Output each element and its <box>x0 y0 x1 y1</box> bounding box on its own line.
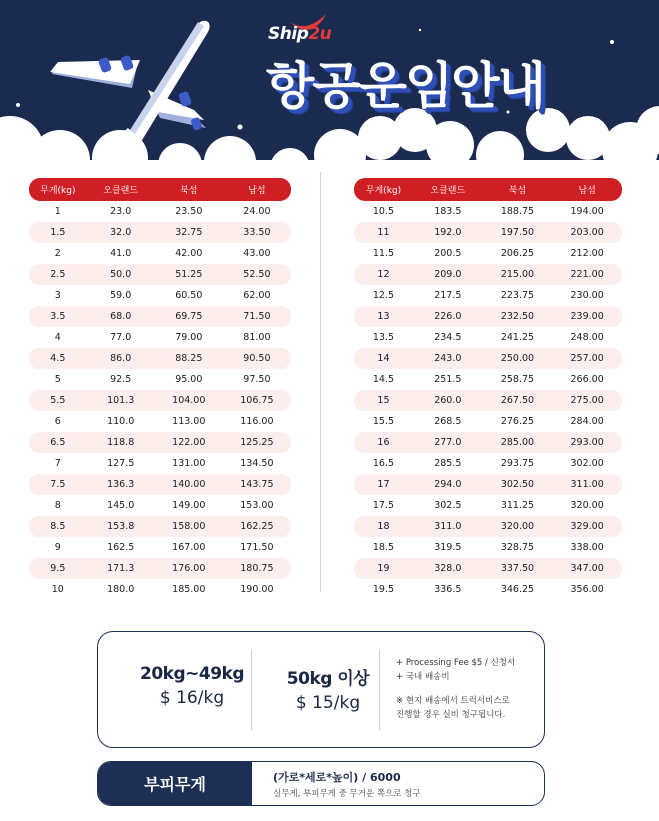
cell-south-island: 171.50 <box>240 542 274 553</box>
table-row <box>354 516 622 537</box>
column-header-north-island: 북섬 <box>508 186 527 196</box>
cell-south-island: 275.00 <box>570 395 604 406</box>
cell-north-island: 267.50 <box>500 395 535 406</box>
table-row <box>29 348 291 369</box>
table-row <box>29 453 291 474</box>
cell-weight: 7 <box>54 458 61 469</box>
volumetric-formula: (가로*세로*높이) / 6000 <box>273 771 401 784</box>
cell-south-island: 90.50 <box>243 353 271 364</box>
note-domestic-shipping: + 국내 배송비 <box>396 672 450 682</box>
cell-auckland: 162.5 <box>107 542 135 553</box>
table-row <box>29 558 291 579</box>
cell-weight: 8 <box>54 500 61 511</box>
cell-weight: 9.5 <box>50 563 66 574</box>
cell-north-island: 223.75 <box>500 290 535 301</box>
table-row <box>354 243 622 264</box>
table-row <box>354 264 622 285</box>
cell-north-island: 140.00 <box>172 479 206 490</box>
cell-north-island: 104.00 <box>172 395 206 406</box>
cell-auckland: 136.3 <box>107 479 135 490</box>
cell-weight: 4 <box>54 332 61 343</box>
cell-south-island: 81.00 <box>243 332 271 343</box>
cell-north-island: 215.00 <box>500 269 535 280</box>
cell-south-island: 311.00 <box>570 479 604 490</box>
cell-south-island: 347.00 <box>570 563 604 574</box>
cell-weight: 15 <box>377 395 390 406</box>
cell-weight: 5.5 <box>50 395 66 406</box>
pricing-tier-20-49 <box>124 664 260 708</box>
cell-auckland: 311.0 <box>434 521 462 532</box>
cell-north-island: 346.25 <box>500 584 535 595</box>
cell-north-island: 302.50 <box>500 479 535 490</box>
pricing-notes <box>396 656 515 722</box>
cell-north-island: 149.00 <box>172 500 206 511</box>
cell-north-island: 206.25 <box>500 248 535 259</box>
bulk-pricing-box <box>97 631 545 748</box>
cell-north-island: 241.25 <box>500 332 535 343</box>
cell-north-island: 320.00 <box>500 521 535 532</box>
cell-auckland: 328.0 <box>434 563 462 574</box>
cell-auckland: 153.8 <box>107 521 135 532</box>
cell-south-island: 33.50 <box>243 227 271 238</box>
cell-weight: 5 <box>54 374 61 385</box>
table-row <box>29 537 291 558</box>
cell-south-island: 125.25 <box>240 437 274 448</box>
cell-north-island: 293.75 <box>500 458 535 469</box>
cell-north-island: 60.50 <box>175 290 203 301</box>
cell-auckland: 59.0 <box>110 290 132 301</box>
cell-auckland: 171.3 <box>107 563 135 574</box>
cell-auckland: 183.5 <box>434 206 462 217</box>
table-row <box>354 453 622 474</box>
cell-weight: 17 <box>377 479 390 490</box>
cell-south-island: 266.00 <box>570 374 604 385</box>
cell-weight: 19 <box>377 563 390 574</box>
table-row <box>354 348 622 369</box>
cell-south-island: 71.50 <box>243 311 271 322</box>
cell-weight: 18.5 <box>372 542 395 553</box>
cell-auckland: 251.5 <box>434 374 462 385</box>
cell-weight: 2.5 <box>50 269 66 280</box>
cell-auckland: 319.5 <box>434 542 462 553</box>
cell-auckland: 110.0 <box>107 416 135 427</box>
cell-south-island: 329.00 <box>570 521 604 532</box>
column-header-auckland: 오클랜드 <box>430 186 466 196</box>
cell-auckland: 23.0 <box>110 206 132 217</box>
table-row <box>29 579 291 600</box>
cell-auckland: 302.5 <box>434 500 462 511</box>
cell-weight: 16 <box>377 437 390 448</box>
cell-auckland: 50.0 <box>110 269 132 280</box>
cell-south-island: 97.50 <box>243 374 271 385</box>
cell-weight: 9 <box>54 542 61 553</box>
cell-south-island: 221.00 <box>570 269 604 280</box>
cell-weight: 13 <box>377 311 390 322</box>
column-divider <box>320 172 321 592</box>
cell-weight: 17.5 <box>372 500 395 511</box>
cell-north-island: 122.00 <box>172 437 206 448</box>
cell-weight: 13.5 <box>372 332 395 343</box>
cell-weight: 19.5 <box>372 584 395 595</box>
hero-banner <box>0 0 659 170</box>
table-row <box>354 432 622 453</box>
cell-auckland: 260.0 <box>434 395 462 406</box>
table-body <box>29 201 291 600</box>
cell-north-island: 311.25 <box>500 500 535 511</box>
column-header-north-island: 북섬 <box>180 186 198 196</box>
cell-north-island: 158.00 <box>172 521 206 532</box>
note-truck-service: ※ 현지 배송에서 트럭서비스로 <box>396 696 510 706</box>
cell-north-island: 113.00 <box>172 416 206 427</box>
volumetric-label: 부피무게 <box>98 762 252 805</box>
cell-south-island: 194.00 <box>570 206 604 217</box>
cell-auckland: 86.0 <box>110 353 132 364</box>
cell-north-island: 51.25 <box>175 269 203 280</box>
cell-auckland: 294.0 <box>434 479 462 490</box>
cell-auckland: 268.5 <box>434 416 462 427</box>
cell-auckland: 41.0 <box>110 248 132 259</box>
cell-weight: 10 <box>51 584 64 595</box>
cell-north-island: 232.50 <box>500 311 535 322</box>
cell-weight: 6.5 <box>50 437 66 448</box>
rate-table-left <box>29 178 291 600</box>
column-header-south-island: 남섬 <box>248 186 266 196</box>
cell-north-island: 337.50 <box>500 563 535 574</box>
cell-north-island: 69.75 <box>175 311 203 322</box>
cell-weight: 12.5 <box>372 290 395 301</box>
cell-auckland: 277.0 <box>434 437 462 448</box>
table-row <box>354 306 622 327</box>
cell-north-island: 23.50 <box>175 206 203 217</box>
cell-auckland: 209.0 <box>434 269 462 280</box>
cell-weight: 3.5 <box>50 311 66 322</box>
brand-logo: Ship2u <box>268 24 332 44</box>
table-row <box>29 369 291 390</box>
cell-north-island: 79.00 <box>175 332 203 343</box>
cell-auckland: 145.0 <box>107 500 135 511</box>
cell-weight: 1.5 <box>50 227 66 238</box>
table-row <box>29 495 291 516</box>
cell-weight: 6 <box>54 416 61 427</box>
cell-north-island: 176.00 <box>172 563 206 574</box>
divider <box>379 650 380 730</box>
cell-weight: 2 <box>54 248 61 259</box>
tier-price: $ 15/kg <box>295 693 361 713</box>
table-row <box>354 579 622 600</box>
cell-auckland: 118.8 <box>107 437 135 448</box>
cell-south-island: 239.00 <box>570 311 604 322</box>
cell-north-island: 258.75 <box>500 374 535 385</box>
table-row <box>29 243 291 264</box>
cell-auckland: 77.0 <box>110 332 132 343</box>
cell-south-island: 212.00 <box>570 248 604 259</box>
cell-south-island: 143.75 <box>240 479 274 490</box>
cell-auckland: 127.5 <box>107 458 135 469</box>
table-row <box>29 264 291 285</box>
cell-auckland: 92.5 <box>110 374 132 385</box>
cell-north-island: 32.75 <box>175 227 203 238</box>
page-title: 항공운임안내 <box>266 57 544 115</box>
cell-auckland: 192.0 <box>434 227 462 238</box>
cell-south-island: 24.00 <box>243 206 271 217</box>
rate-table-right <box>354 178 622 600</box>
cell-weight: 11 <box>377 227 390 238</box>
table-row <box>354 222 622 243</box>
table-row <box>29 306 291 327</box>
cell-weight: 16.5 <box>372 458 395 469</box>
table-row <box>354 327 622 348</box>
tier-price: $ 16/kg <box>159 688 225 708</box>
cell-south-island: 190.00 <box>240 584 274 595</box>
cell-weight: 12 <box>377 269 390 280</box>
cell-auckland: 226.0 <box>434 311 462 322</box>
cell-south-island: 180.75 <box>240 563 274 574</box>
table-row <box>354 474 622 495</box>
cell-north-island: 42.00 <box>175 248 203 259</box>
table-row <box>29 390 291 411</box>
cell-north-island: 276.25 <box>500 416 535 427</box>
table-row <box>354 285 622 306</box>
cell-weight: 3 <box>54 290 61 301</box>
cell-auckland: 243.0 <box>434 353 462 364</box>
cell-south-island: 338.00 <box>570 542 604 553</box>
column-header-weight: 무게(kg) <box>365 186 402 196</box>
cell-south-island: 320.00 <box>570 500 604 511</box>
cell-weight: 18 <box>377 521 390 532</box>
cell-north-island: 328.75 <box>500 542 535 553</box>
cell-north-island: 131.00 <box>172 458 206 469</box>
cell-north-island: 188.75 <box>500 206 535 217</box>
table-header <box>354 178 622 201</box>
cell-weight: 14.5 <box>372 374 395 385</box>
cell-weight: 4.5 <box>50 353 66 364</box>
table-row <box>29 516 291 537</box>
volumetric-weight-box <box>97 761 545 806</box>
table-header <box>29 178 291 201</box>
cell-south-island: 62.00 <box>243 290 271 301</box>
cell-south-island: 116.00 <box>240 416 274 427</box>
cell-south-island: 52.50 <box>243 269 271 280</box>
cell-auckland: 180.0 <box>107 584 135 595</box>
cell-south-island: 230.00 <box>570 290 604 301</box>
cell-north-island: 185.00 <box>172 584 206 595</box>
cell-south-island: 257.00 <box>570 353 604 364</box>
cell-auckland: 285.5 <box>434 458 462 469</box>
table-row <box>29 222 291 243</box>
cell-south-island: 162.25 <box>240 521 274 532</box>
table-row <box>354 369 622 390</box>
table-row <box>354 558 622 579</box>
table-row <box>29 432 291 453</box>
tier-weight: 20kg~49kg <box>139 664 244 684</box>
cell-weight: 1 <box>54 206 61 217</box>
tier-weight: 50kg 이상 <box>286 669 370 689</box>
volumetric-note: 실무게, 부피무게 중 무거운 쪽으로 청구 <box>273 789 421 799</box>
table-row <box>29 285 291 306</box>
table-row <box>354 537 622 558</box>
cell-south-island: 134.50 <box>240 458 274 469</box>
column-header-auckland: 오클랜드 <box>103 186 139 196</box>
cell-weight: 10.5 <box>372 206 395 217</box>
cell-auckland: 200.5 <box>434 248 462 259</box>
cell-weight: 7.5 <box>50 479 66 490</box>
table-row <box>354 201 622 222</box>
column-header-weight: 무게(kg) <box>40 186 76 196</box>
divider <box>251 650 252 730</box>
cell-south-island: 356.00 <box>570 584 604 595</box>
cell-auckland: 32.0 <box>110 227 132 238</box>
table-row <box>354 411 622 432</box>
table-row <box>354 495 622 516</box>
table-row <box>29 327 291 348</box>
note-processing-fee: + Processing Fee $5 / 신청서 <box>396 658 516 668</box>
table-body <box>354 201 622 600</box>
cell-auckland: 101.3 <box>107 395 135 406</box>
cell-weight: 15.5 <box>372 416 395 427</box>
table-row <box>29 411 291 432</box>
cell-north-island: 250.00 <box>500 353 535 364</box>
cell-weight: 14 <box>377 353 390 364</box>
cell-north-island: 88.25 <box>175 353 203 364</box>
cell-south-island: 203.00 <box>570 227 604 238</box>
cell-south-island: 293.00 <box>570 437 604 448</box>
cell-north-island: 167.00 <box>172 542 206 553</box>
cell-south-island: 153.00 <box>240 500 274 511</box>
pricing-tier-50-plus <box>268 664 388 713</box>
cell-south-island: 302.00 <box>570 458 604 469</box>
cell-south-island: 43.00 <box>243 248 271 259</box>
note-actual-cost: 진행할 경우 실비 청구됩니다. <box>396 710 506 720</box>
cell-weight: 8.5 <box>50 521 66 532</box>
cell-auckland: 234.5 <box>434 332 462 343</box>
table-row <box>354 390 622 411</box>
cell-weight: 11.5 <box>372 248 395 259</box>
cell-auckland: 68.0 <box>110 311 132 322</box>
cell-north-island: 197.50 <box>500 227 535 238</box>
cell-auckland: 217.5 <box>434 290 462 301</box>
cell-south-island: 106.75 <box>240 395 274 406</box>
cell-south-island: 284.00 <box>570 416 604 427</box>
cell-south-island: 248.00 <box>570 332 604 343</box>
table-row <box>29 474 291 495</box>
cell-north-island: 285.00 <box>500 437 535 448</box>
cell-north-island: 95.00 <box>175 374 203 385</box>
table-row <box>29 201 291 222</box>
column-header-south-island: 남섬 <box>578 186 596 196</box>
cell-auckland: 336.5 <box>434 584 462 595</box>
